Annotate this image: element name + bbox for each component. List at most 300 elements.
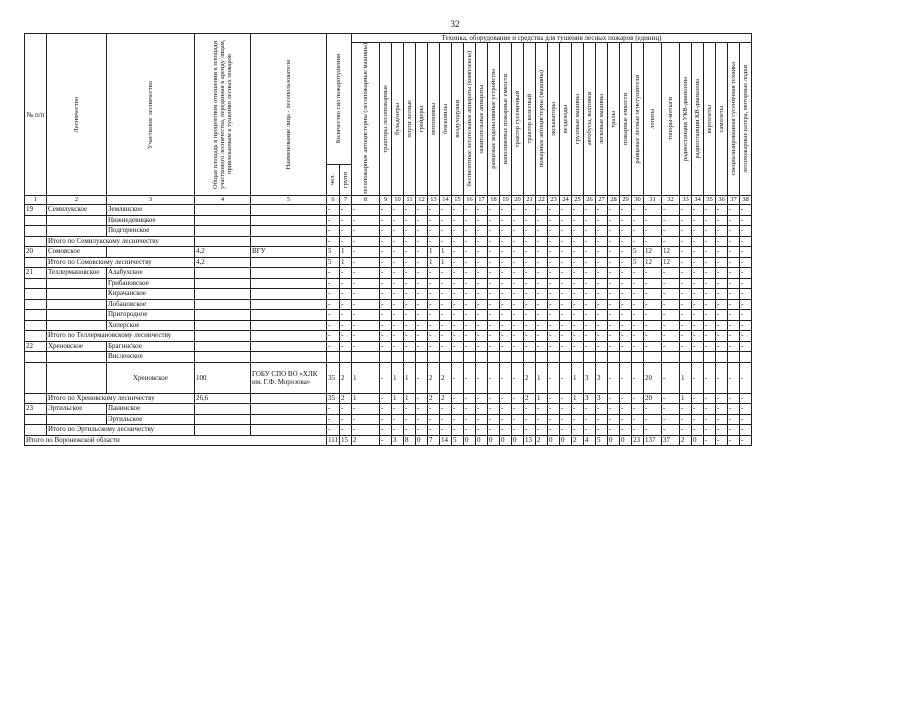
table-cell: - — [535, 268, 547, 279]
table-cell: 0 — [691, 435, 703, 446]
table-cell: - — [703, 257, 715, 268]
table-cell — [25, 425, 47, 436]
table-cell: - — [451, 393, 463, 404]
table-cell: Итого по Воронежской области — [25, 435, 327, 446]
table-cell: - — [619, 247, 631, 258]
header-equipment-29: самолеты — [715, 43, 727, 196]
table-cell: - — [547, 362, 559, 393]
table-row — [25, 404, 752, 415]
table-cell: - — [499, 236, 511, 247]
table-cell: - — [679, 226, 691, 237]
table-cell: - — [535, 215, 547, 226]
table-cell: 13 — [523, 435, 535, 446]
table-cell: - — [643, 414, 661, 425]
table-cell: - — [715, 320, 727, 331]
table-cell: - — [439, 310, 451, 321]
table-cell: - — [535, 331, 547, 342]
table-cell — [195, 226, 251, 237]
table-cell: - — [595, 331, 607, 342]
table-cell: - — [547, 289, 559, 300]
table-cell — [47, 320, 107, 331]
table-cell: - — [403, 331, 415, 342]
table-cell: - — [487, 236, 499, 247]
table-cell: Брагинское — [107, 341, 195, 352]
table-cell: - — [391, 310, 403, 321]
table-cell — [251, 215, 327, 226]
table-cell — [47, 310, 107, 321]
table-cell: - — [379, 257, 391, 268]
table-cell: - — [661, 289, 679, 300]
table-cell: - — [727, 414, 739, 425]
table-cell: 3 — [583, 393, 595, 404]
table-cell: - — [451, 425, 463, 436]
table-cell: 5 — [595, 435, 607, 446]
table-cell: - — [391, 257, 403, 268]
table-cell: Итого по Эртильскому лесничеству — [47, 425, 195, 436]
table-cell: ВГУ — [251, 247, 327, 258]
table-cell: - — [595, 320, 607, 331]
table-cell: - — [727, 331, 739, 342]
table-cell: - — [487, 289, 499, 300]
table-cell — [47, 278, 107, 289]
table-cell: - — [661, 341, 679, 352]
table-cell — [251, 414, 327, 425]
table-cell: - — [571, 310, 583, 321]
column-number: 10 — [391, 196, 403, 205]
table-cell: - — [583, 215, 595, 226]
table-cell: - — [427, 320, 439, 331]
table-cell: - — [643, 205, 661, 216]
table-cell: - — [631, 226, 643, 237]
table-cell: - — [351, 268, 379, 279]
column-number: 12 — [415, 196, 427, 205]
table-cell: 100 — [195, 362, 251, 393]
table-cell — [47, 299, 107, 310]
table-cell — [251, 404, 327, 415]
table-cell: - — [379, 289, 391, 300]
table-cell: Теллермановское — [47, 268, 107, 279]
table-cell: 3 — [595, 393, 607, 404]
table-cell: Хоперское — [107, 320, 195, 331]
table-cell — [251, 352, 327, 363]
table-cell — [251, 268, 327, 279]
table-cell: - — [619, 425, 631, 436]
table-cell: - — [391, 341, 403, 352]
table-cell: - — [727, 362, 739, 393]
table-cell: - — [339, 215, 351, 226]
table-cell: - — [619, 414, 631, 425]
table-cell: 1 — [535, 393, 547, 404]
table-cell: - — [661, 362, 679, 393]
table-cell: - — [511, 341, 523, 352]
table-cell: - — [463, 247, 475, 258]
table-cell: - — [379, 236, 391, 247]
table-cell: - — [511, 289, 523, 300]
table-cell: - — [631, 205, 643, 216]
header-equipment-15: пожарные автоцистерны (машины) — [535, 43, 547, 196]
table-cell: - — [523, 247, 535, 258]
table-cell: - — [679, 299, 691, 310]
table-cell: - — [715, 205, 727, 216]
table-cell: - — [559, 393, 571, 404]
table-cell — [47, 414, 107, 425]
table-cell: - — [351, 257, 379, 268]
table-cell: - — [691, 393, 703, 404]
table-cell — [251, 236, 327, 247]
table-cell: Пригородное — [107, 310, 195, 321]
table-cell: - — [523, 205, 535, 216]
table-cell: - — [487, 310, 499, 321]
table-cell: 3 — [595, 362, 607, 393]
table-cell: - — [703, 414, 715, 425]
table-cell: - — [727, 393, 739, 404]
table-cell: - — [351, 320, 379, 331]
table-cell: - — [475, 393, 487, 404]
column-number: 6 — [327, 196, 340, 205]
table-cell: - — [607, 268, 619, 279]
table-cell: - — [403, 215, 415, 226]
table-cell: - — [631, 341, 643, 352]
table-cell: - — [727, 247, 739, 258]
table-cell: - — [619, 393, 631, 404]
table-cell — [25, 289, 47, 300]
table-cell: - — [391, 331, 403, 342]
table-cell: - — [451, 331, 463, 342]
table-cell: - — [475, 414, 487, 425]
table-cell: - — [415, 289, 427, 300]
table-cell: - — [607, 226, 619, 237]
table-cell: - — [547, 257, 559, 268]
table-cell — [25, 257, 47, 268]
table-cell: 2 — [339, 393, 351, 404]
table-cell: - — [739, 425, 751, 436]
table-cell: - — [727, 215, 739, 226]
table-cell: - — [583, 236, 595, 247]
column-number: 4 — [195, 196, 251, 205]
table-cell — [195, 320, 251, 331]
table-cell: - — [379, 205, 391, 216]
table-cell: Итого по Хреновскому лесничеству — [47, 393, 195, 404]
table-cell: 1 — [439, 257, 451, 268]
column-number: 14 — [439, 196, 451, 205]
table-cell: - — [595, 236, 607, 247]
table-cell: - — [487, 414, 499, 425]
table-cell: - — [631, 331, 643, 342]
table-cell: - — [619, 404, 631, 415]
table-cell: - — [535, 289, 547, 300]
table-cell: - — [715, 215, 727, 226]
table-cell: - — [523, 289, 535, 300]
table-cell: - — [499, 226, 511, 237]
table-cell: - — [499, 341, 511, 352]
table-cell: - — [727, 257, 739, 268]
table-cell: - — [703, 268, 715, 279]
table-cell: - — [379, 226, 391, 237]
table-cell: - — [715, 226, 727, 237]
table-cell: - — [487, 205, 499, 216]
table-cell: 1 — [427, 257, 439, 268]
table-cell: 5 — [631, 247, 643, 258]
table-cell: - — [427, 341, 439, 352]
header-equipment-26: радиостанции УКВ-диапазона — [679, 43, 691, 196]
table-cell: - — [619, 341, 631, 352]
table-cell: - — [327, 425, 340, 436]
table-cell: - — [475, 310, 487, 321]
table-cell: - — [327, 226, 340, 237]
table-cell: - — [727, 404, 739, 415]
column-number: 15 — [451, 196, 463, 205]
table-cell: - — [535, 404, 547, 415]
table-cell: - — [679, 289, 691, 300]
table-cell: - — [691, 320, 703, 331]
table-cell: - — [715, 310, 727, 321]
table-cell: - — [691, 226, 703, 237]
table-cell: - — [499, 425, 511, 436]
table-cell: 2 — [571, 435, 583, 446]
header-equipment-22: пожарные емкости — [619, 43, 631, 196]
table-cell: - — [439, 205, 451, 216]
table-cell: 5 — [451, 435, 463, 446]
table-cell: - — [439, 215, 451, 226]
table-cell: - — [691, 341, 703, 352]
table-row — [25, 310, 752, 321]
table-row — [25, 278, 752, 289]
table-cell — [571, 352, 583, 363]
table-cell: - — [487, 299, 499, 310]
table-cell: - — [679, 278, 691, 289]
table-cell: - — [691, 414, 703, 425]
table-cell: 5 — [327, 257, 340, 268]
table-cell: - — [403, 226, 415, 237]
table-row — [25, 425, 752, 436]
table-cell: - — [499, 310, 511, 321]
table-cell — [487, 352, 499, 363]
table-cell: - — [439, 341, 451, 352]
table-cell: - — [339, 310, 351, 321]
table-cell: - — [703, 341, 715, 352]
table-cell: - — [475, 278, 487, 289]
column-number: 37 — [727, 196, 739, 205]
table-cell: - — [511, 404, 523, 415]
table-cell: - — [643, 320, 661, 331]
table-cell: Итого по Семилукскому лесничеству — [47, 236, 195, 247]
table-cell: - — [451, 362, 463, 393]
table-cell: - — [703, 362, 715, 393]
header-equipment-10: зажигательные аппараты — [475, 43, 487, 196]
table-cell: - — [463, 341, 475, 352]
column-number: 28 — [607, 196, 619, 205]
table-cell: - — [583, 226, 595, 237]
table-cell: - — [379, 310, 391, 321]
table-cell: - — [571, 268, 583, 279]
table-cell: - — [739, 257, 751, 268]
table-cell: - — [631, 393, 643, 404]
header-equipment-23: ранцевые лесные огнетушители — [631, 43, 643, 196]
table-cell: - — [511, 205, 523, 216]
table-cell: - — [439, 425, 451, 436]
table-cell — [25, 331, 47, 342]
table-cell: - — [415, 425, 427, 436]
table-cell: - — [427, 278, 439, 289]
table-cell: - — [559, 257, 571, 268]
table-cell: - — [475, 215, 487, 226]
table-cell: Кирачанское — [107, 289, 195, 300]
table-cell: - — [571, 226, 583, 237]
table-cell: 3 — [583, 362, 595, 393]
table-cell: - — [679, 268, 691, 279]
table-cell: 1 — [403, 362, 415, 393]
table-cell: - — [583, 320, 595, 331]
table-row — [25, 362, 752, 393]
table-cell: - — [547, 268, 559, 279]
table-cell — [251, 205, 327, 216]
table-cell: - — [703, 215, 715, 226]
table-cell: - — [571, 247, 583, 258]
table-cell: - — [703, 226, 715, 237]
table-cell: - — [463, 310, 475, 321]
table-cell: - — [547, 226, 559, 237]
table-cell: - — [487, 362, 499, 393]
header-equipment-9: беспилотные летательные аппараты (комплексы) — [463, 43, 475, 196]
table-cell: - — [691, 299, 703, 310]
table-cell: 1 — [439, 247, 451, 258]
table-cell: - — [339, 425, 351, 436]
table-cell: - — [475, 341, 487, 352]
table-cell — [631, 352, 643, 363]
header-equipment-8: воздуходувки — [451, 43, 463, 196]
table-cell: - — [727, 268, 739, 279]
table-cell: - — [691, 331, 703, 342]
table-cell: - — [475, 236, 487, 247]
table-cell — [195, 278, 251, 289]
table-cell: - — [427, 404, 439, 415]
table-cell: - — [661, 236, 679, 247]
table-cell: - — [463, 226, 475, 237]
table-cell: - — [559, 226, 571, 237]
table-cell: - — [415, 236, 427, 247]
table-cell: - — [715, 257, 727, 268]
table-cell: 1 — [351, 362, 379, 393]
table-cell: - — [583, 341, 595, 352]
table-cell: - — [607, 425, 619, 436]
table-cell: - — [379, 362, 391, 393]
forest-fire-resources-table — [24, 33, 752, 446]
table-cell — [195, 404, 251, 415]
table-cell: - — [715, 435, 727, 446]
table-cell: - — [661, 404, 679, 415]
table-cell: - — [547, 215, 559, 226]
table-cell: - — [643, 299, 661, 310]
table-row — [25, 299, 752, 310]
table-cell: - — [523, 331, 535, 342]
table-cell: - — [715, 247, 727, 258]
table-cell: - — [583, 257, 595, 268]
table-cell: Семилукское — [47, 205, 107, 216]
table-cell: - — [475, 299, 487, 310]
table-cell: - — [739, 278, 751, 289]
table-cell: - — [643, 331, 661, 342]
table-cell: - — [391, 247, 403, 258]
table-cell: - — [739, 299, 751, 310]
table-cell: - — [339, 289, 351, 300]
table-cell: - — [559, 362, 571, 393]
table-cell: - — [703, 404, 715, 415]
table-cell: - — [583, 205, 595, 216]
table-cell: - — [739, 289, 751, 300]
table-cell: - — [439, 289, 451, 300]
table-cell: 12 — [643, 257, 661, 268]
table-cell: - — [571, 331, 583, 342]
header-equipment-30: специализированная гусеничная техника — [727, 43, 739, 196]
table-cell: - — [631, 268, 643, 279]
table-cell: Подгоренское — [107, 226, 195, 237]
table-cell: 2 — [339, 362, 351, 393]
table-cell: - — [607, 310, 619, 321]
table-cell: - — [547, 404, 559, 415]
column-number: 16 — [463, 196, 475, 205]
table-cell: 35 — [327, 393, 340, 404]
table-cell: - — [427, 331, 439, 342]
table-cell: - — [607, 205, 619, 216]
table-cell: - — [379, 425, 391, 436]
table-cell: - — [715, 393, 727, 404]
table-cell — [107, 247, 195, 258]
table-cell: - — [727, 435, 739, 446]
column-number: 30 — [631, 196, 643, 205]
table-cell: - — [595, 404, 607, 415]
header-equipment-2: тракторы лесопожарные — [379, 43, 391, 196]
table-cell: - — [583, 289, 595, 300]
table-cell: - — [547, 247, 559, 258]
table-cell: - — [379, 268, 391, 279]
header-equipment-13: трактор гусеничный — [511, 43, 523, 196]
table-cell: - — [595, 425, 607, 436]
table-cell: - — [679, 236, 691, 247]
table-cell: - — [691, 236, 703, 247]
table-cell: - — [511, 414, 523, 425]
table-cell: - — [559, 215, 571, 226]
table-cell: Хреновское — [107, 362, 195, 393]
table-cell: - — [691, 268, 703, 279]
table-cell: - — [523, 341, 535, 352]
table-row — [25, 289, 752, 300]
table-cell: - — [327, 299, 340, 310]
table-cell: - — [391, 404, 403, 415]
table-cell: 137 — [643, 435, 661, 446]
table-cell: - — [379, 414, 391, 425]
table-cell: - — [487, 320, 499, 331]
column-number: 5 — [251, 196, 327, 205]
table-cell: - — [595, 310, 607, 321]
table-cell: - — [739, 393, 751, 404]
header-equipment-3: бульдозеры — [391, 43, 403, 196]
table-cell — [327, 352, 340, 363]
header-equipment-19: автобусы, вахтовки — [583, 43, 595, 196]
table-cell: Панинское — [107, 404, 195, 415]
table-row — [25, 247, 752, 258]
table-cell: - — [487, 215, 499, 226]
table-cell: - — [451, 404, 463, 415]
table-cell: - — [351, 205, 379, 216]
table-cell: - — [607, 320, 619, 331]
header-equipment-18: грузовые машины — [571, 43, 583, 196]
table-cell — [251, 226, 327, 237]
table-cell: - — [499, 393, 511, 404]
table-cell: Землянское — [107, 205, 195, 216]
table-cell — [679, 352, 691, 363]
table-row — [25, 331, 752, 342]
table-cell: 2 — [439, 393, 451, 404]
